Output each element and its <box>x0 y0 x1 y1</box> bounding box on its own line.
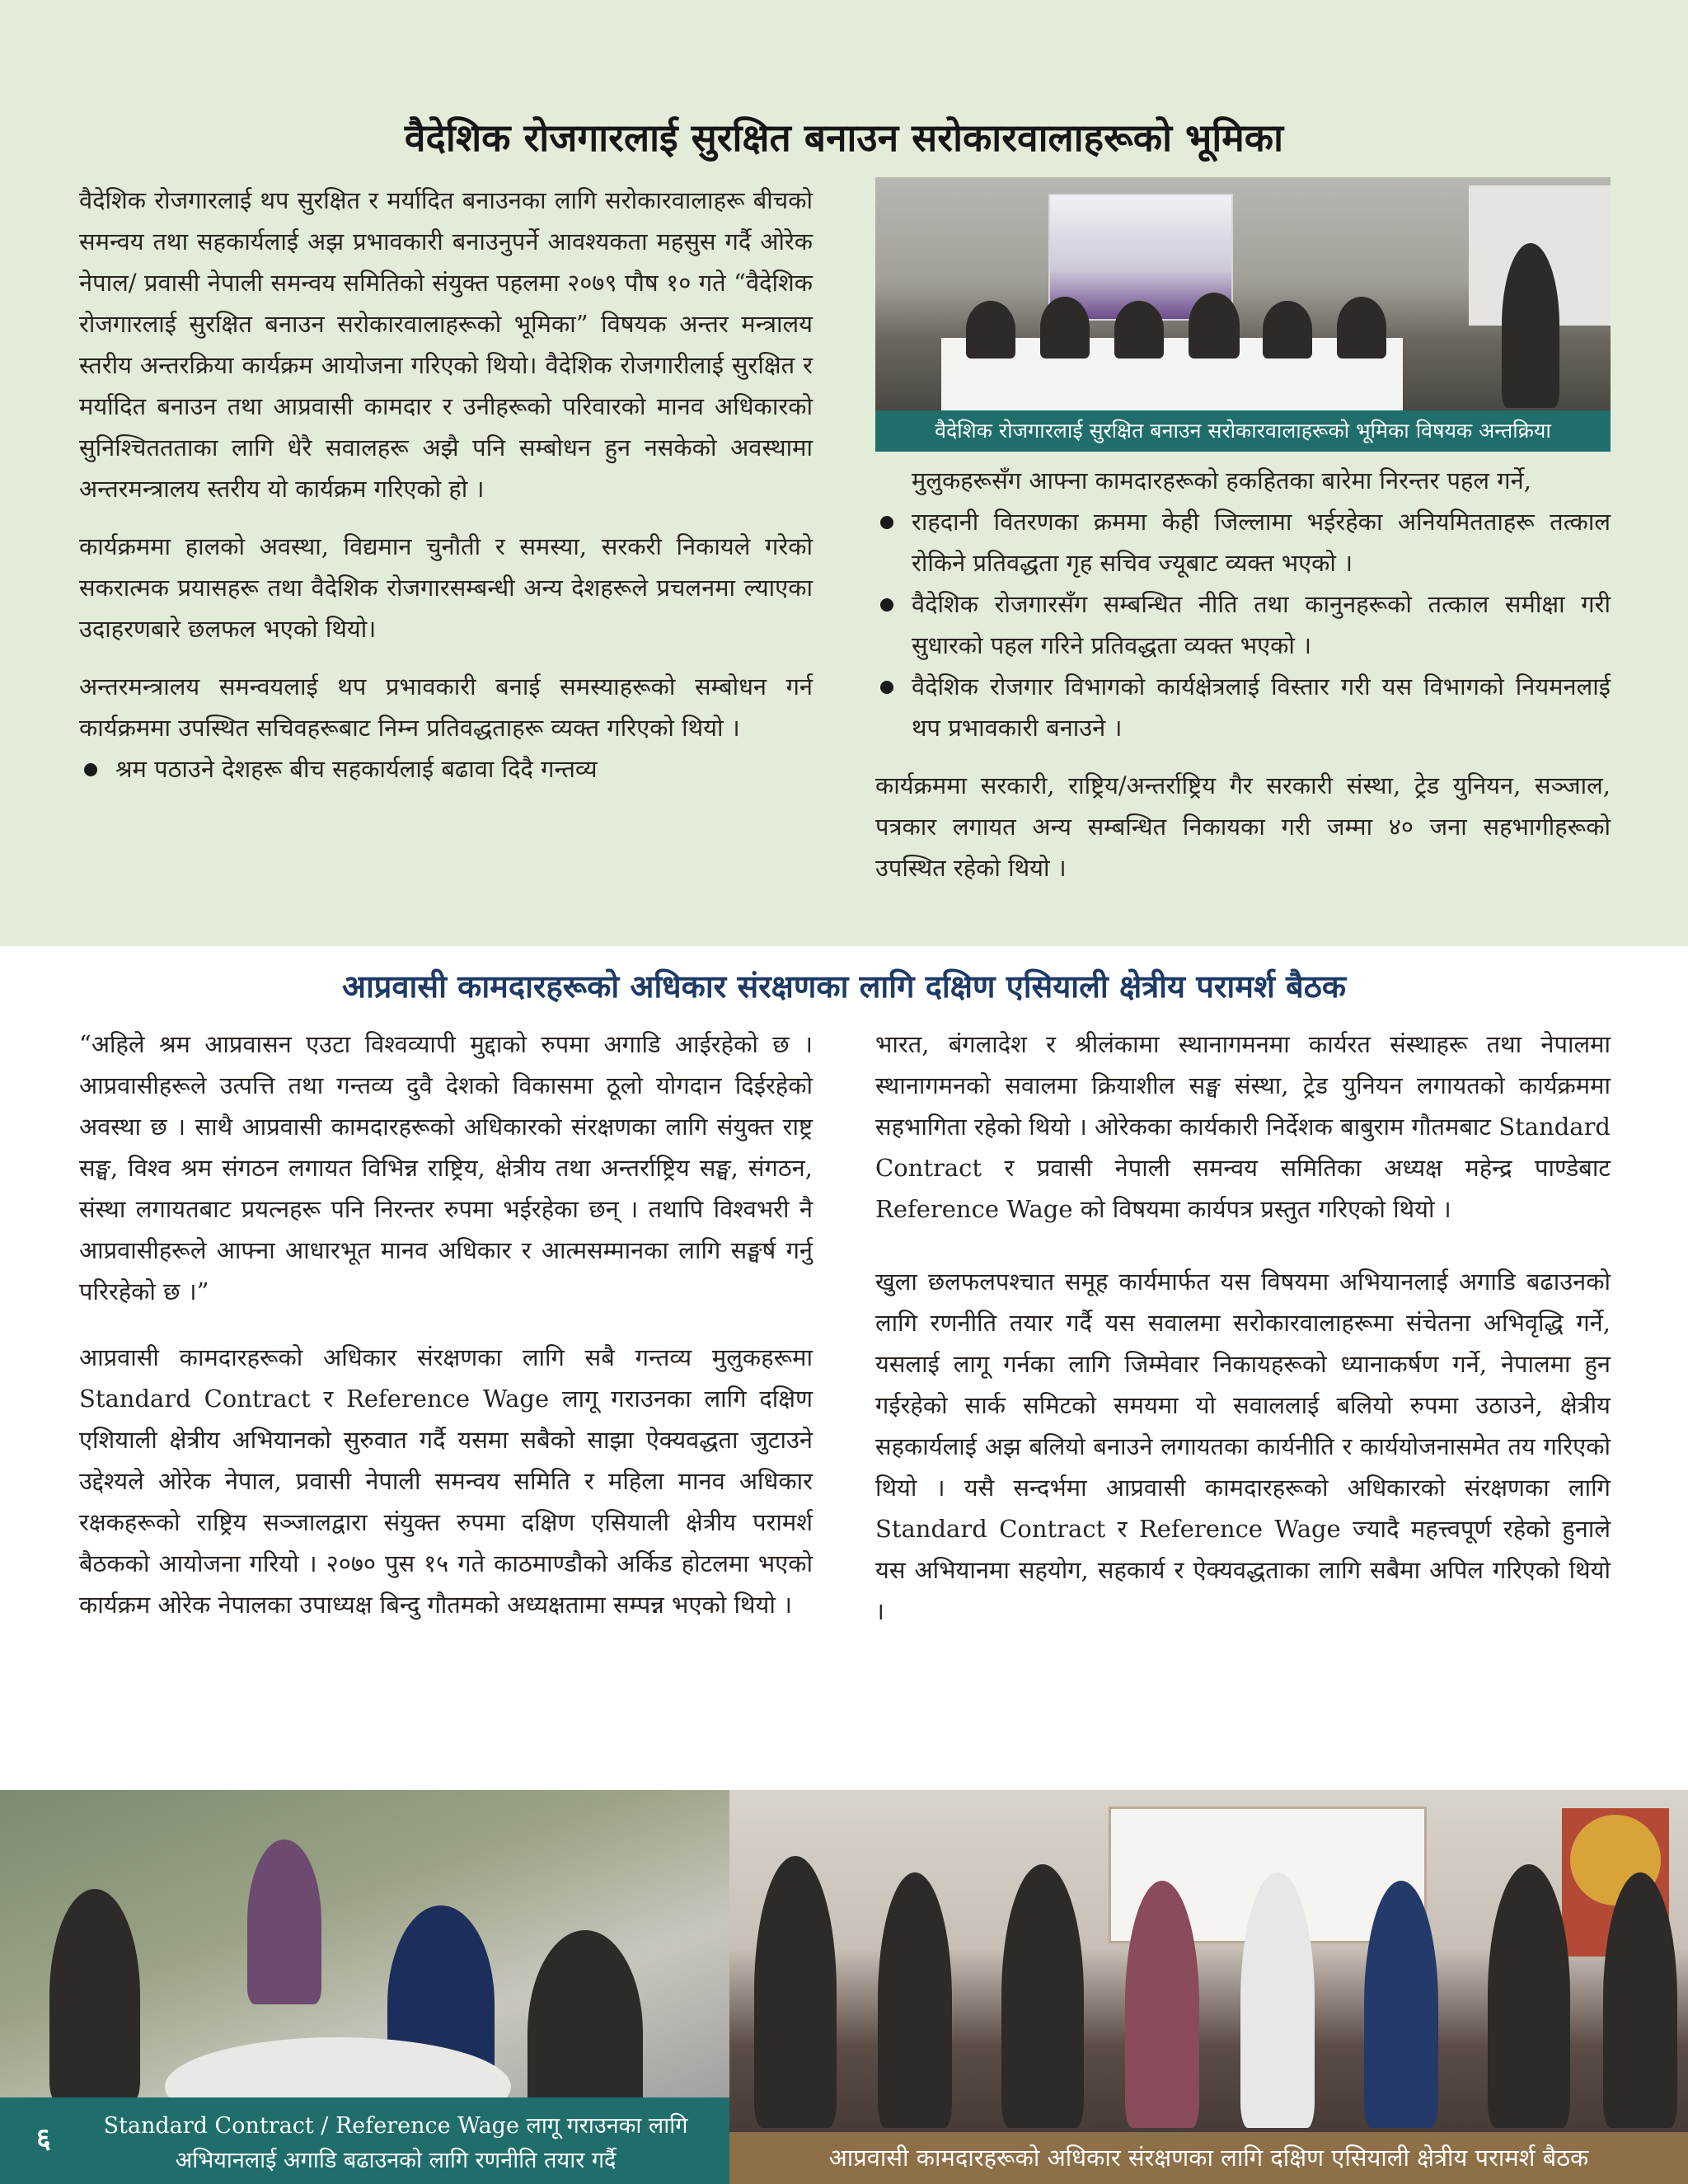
caption-line: अभियानलाई अगाडि बढाउनको लागि रणनीति तयार गर्दै <box>175 2148 617 2173</box>
section1-paragraph: कार्यक्रममा सरकारी, राष्ट्रिय/अन्तर्राष्ट्रिय गैर सरकारी संस्था, ट्रेड युनियन, सञ्जाल, पत्रकार लगायत अन्य सम्बन्धित निकायका गरी जम्मा ४० जना सहभागीहरूको उपस्थित रहेको थियो । <box>875 771 1611 882</box>
bullet-item: श्रम पठाउने देशहरू बीच सहकार्यलाई बढावा दिदै गन्तव्य <box>79 748 813 790</box>
person <box>1240 1872 1315 2128</box>
section1-paragraph: अन्तरमन्त्रालय समन्वयलाई थप प्रभावकारी बनाई समस्याहरूको सम्बोधन गर्न कार्यक्रममा उपस्थित सचिवहरूबाट निम्न प्रतिवद्धताहरू व्यक्त गरिएको थियो । <box>79 673 813 742</box>
person <box>1337 297 1386 359</box>
section2-title: आप्रवासी कामदारहरूको अधिकार संरक्षणका लागि दक्षिण एसियाली क्षेत्रीय परामर्श बैठक <box>341 968 1347 1005</box>
person <box>247 1840 321 2004</box>
bullet-continuation: मुलुकहरूसँग आफ्ना कामदारहरूको हकहितका बारेमा निरन्तर पहल गर्ने, <box>912 466 1531 494</box>
speaker <box>1502 243 1559 408</box>
person <box>966 301 1015 359</box>
caption-line: Standard Contract / Reference Wage लागू गराउनका लागि <box>103 2113 688 2139</box>
person <box>1114 301 1164 359</box>
person <box>1001 1864 1084 2128</box>
section2-paragraph: खुला छलफलपश्चात समूह कार्यमार्फत यस विषयमा अभियानलाई अगाडि बढाउनको लागि रणनीति तयार गर्दै यस सवालमा सरोकारवालाहरूमा संचेतना अभिवृद्धि गर्ने, यसलाई लागू गर्नका लागि जिम्मेवार निकायहरूको ध्यानाकर्षण गर्ने, नेपालमा हुन गईरहेको सार्क समिटको समयमा यो सवाललाई बलियो रुपमा उठाउने, क्षेत्रीय सहकार्यलाई अझ बलियो बनाउने लगायतका कार्यनीति र कार्ययोजनासमेत तय गरिएको थियो । यसै सन्दर्भमा आप्रवासी कामदारहरूको अधिकारको संरक्षणका लागि Standard Contract र Reference Wage ज्यादै महत्त्वपूर्ण रहेको हुनाले यस अभियानमा सहयोग, सहकार्य र ऐक्यवद्धताका लागि सबैमा अपिल गरिएको थियो । <box>875 1268 1611 1625</box>
group-portrait-photo-caption: आप्रवासी कामदारहरूको अधिकार संरक्षणका लागि दक्षिण एसियाली क्षेत्रीय परामर्श बैठक <box>729 2132 1688 2184</box>
section2-paragraph: आप्रवासी कामदारहरूको अधिकार संरक्षणका लागि सबै गन्तव्य मुलुकहरूमा Standard Contract र Reference Wage लागू गराउनका लागि दक्षिण एशियाली क्षेत्रीय अभियानको सुरुवात गर्दै यसमा सबैको साझा ऐक्यवद्धता जुटाउने उद्देश्यले ओरेक नेपाल, प्रवासी नेपाली समन्वय समिति र महिला मानव अधिकार रक्षकहरूको राष्ट्रिय सञ्जालद्वारा संयुक्त रुपमा दक्षिण एसियाली क्षेत्रीय परामर्श बैठकको आयोजना गरियो । २०७० पुस १५ गते काठमाण्डौको अर्किड होटलमा भएको कार्यक्रम ओरेक नेपालका उपाध्यक्ष बिन्दु गौतमको अध्यक्षतामा सम्पन्न भएको थियो । <box>79 1343 813 1619</box>
page-number: ६ <box>36 2122 51 2155</box>
person <box>1263 301 1312 359</box>
interaction-photo <box>875 177 1611 410</box>
section2-paragraph: “अहिले श्रम आप्रवासन एउटा विश्वव्यापी मुद्दाको रुपमा अगाडि आईरहेको छ । आप्रवासीहरूले उत्पत्ति तथा गन्तव्य दुवै देशको विकासमा ठूलो योगदान दिईरहेको अवस्था छ । साथै आप्रवासी कामदारहरूको अधिकारको संरक्षणका लागि संयुक्त राष्ट्र सङ्घ, विश्व श्रम संगठन लगायत विभिन्न राष्ट्रिय, क्षेत्रीय तथा अन्तर्राष्ट्रिय सङ्घ, संगठन, संस्था लगायतबाट प्रयत्नहरू पनि निरन्तर रुपमा भईरहेका छन् । तथापि विश्वभरी नै आप्रवासीहरूले आफ्ना आधारभूत मानव अधिकार र आत्मसम्मानका लागि सङ्घर्ष गर्नु परिरहेको छ ।” <box>79 1030 813 1305</box>
section1-right-bullet-list <box>875 460 1611 748</box>
section2-paragraph: भारत, बंगलादेश र श्रीलंकामा स्थानागमनमा कार्यरत संस्थाहरू तथा नेपालमा स्थानागमनको सवालमा क्रियाशील सङ्घ संस्था, ट्रेड युनियन लगायतको कार्यक्रममा सहभागिता रहेको थियो । ओरेकका कार्यकारी निर्देशक बाबुराम गौतमबाट Standard Contract र प्रवासी नेपाली समन्वय समितिका अध्यक्ष महेन्द्र पाण्डेबाट Reference Wage को विषयमा कार्यपत्र प्रस्तुत गरिएको थियो । <box>875 1030 1611 1223</box>
section2-right-column <box>875 1024 1611 1648</box>
section1-left-bullet-list <box>79 748 813 790</box>
person <box>1125 1881 1199 2128</box>
section2-left-column <box>79 1024 813 1642</box>
person <box>1488 1864 1570 2128</box>
section1-paragraph: कार्यक्रममा हालको अवस्था, विद्यमान चुनौती र समस्या, सरकरी निकायले गरेको सकरात्मक प्रयासहरू तथा वैदेशिक रोजगारसम्बन्धी अन्य देशहरूले प्रचलनमा ल्याएका उदाहरणबारे छलफल भएको थियो। <box>79 532 813 643</box>
group-work-photo-caption <box>0 2097 729 2184</box>
bullet-item: वैदेशिक रोजगार विभागको कार्यक्षेत्रलाई विस्तार गरी यस विभागको नियमनलाई थप प्रभावकारी बनाउने । <box>875 666 1611 748</box>
group-portrait-photo <box>729 1790 1688 2184</box>
person <box>1040 297 1090 359</box>
person <box>1364 1881 1438 2128</box>
bullet-item: वैदेशिक रोजगारसँग सम्बन्धित नीति तथा कानुनहरूको तत्काल समीक्षा गरी सुधारको पहल गरिने प्रतिवद्धता व्यक्त भएको । <box>875 583 1611 666</box>
person <box>1189 293 1240 359</box>
person <box>878 1872 952 2128</box>
section1-left-column <box>79 180 813 790</box>
bullet-item: राहदानी वितरणका क्रममा केही जिल्लामा भईरहेका अनियमितताहरू तत्काल रोकिने प्रतिवद्धता गृह सचिव ज्यूबाट व्यक्त भएको । <box>875 501 1611 583</box>
section1-title: वैदेशिक रोजगारलाई सुरक्षित बनाउन सरोकारवालाहरूको भूमिका <box>404 115 1284 160</box>
person <box>754 1856 837 2128</box>
section1-right-column <box>875 460 1611 905</box>
person <box>49 1889 140 2103</box>
interaction-photo-caption: वैदेशिक रोजगारलाई सुरक्षित बनाउन सरोकारवालाहरूको भूमिका विषयक अन्तक्रिया <box>875 410 1611 452</box>
section1-paragraph: वैदेशिक रोजगारलाई थप सुरक्षित र मर्यादित बनाउनका लागि सरोकारवालाहरू बीचको समन्वय तथा सहकार्यलाई अझ प्रभावकारी बनाउनुपर्ने आवश्यकता महसुस गर्दै ओरेक नेपाल/ प्रवासी नेपाली समन्वय समितिको संयुक्त पहलमा २०७९ पौष १० गते “वैदेशिक रोजगारलाई सुरक्षित बनाउन सरोकारवालाहरूको भूमिका” विषयक अन्तर मन्त्रालय स्तरीय अन्तरक्रिया कार्यक्रम आयोजना गरिएको थियो। वैदेशिक रोजगारीलाई सुरक्षित र मर्यादित बनाउन तथा आप्रवासी कामदार र उनीहरूको परिवारको मानव अधिकारको सुनिश्चिततताका लागि धेरै सवालहरू अझै पनि सम्बोधन हुन नसकेको अवस्थामा अन्तरमन्त्रालय स्तरीय यो कार्यक्रम गरिएको हो । <box>79 186 813 503</box>
person <box>1603 1872 1677 2128</box>
